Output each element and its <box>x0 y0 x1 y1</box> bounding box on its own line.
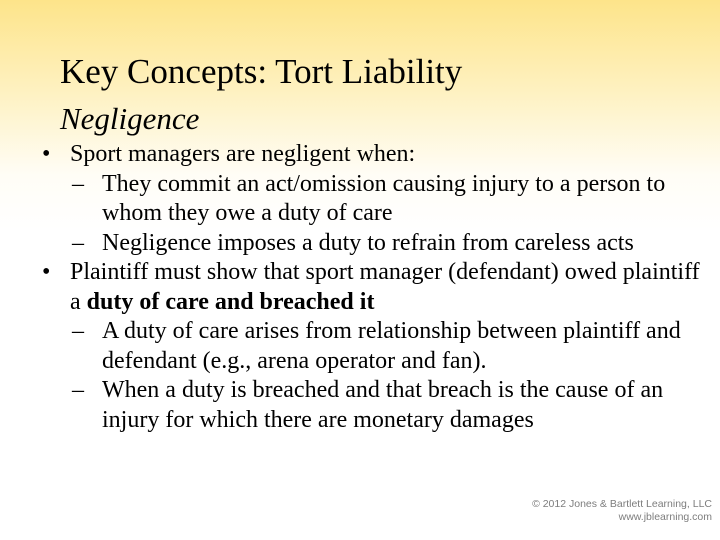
copyright-line: © 2012 Jones & Bartlett Learning, LLC <box>532 498 712 510</box>
slide-subtitle: Negligence <box>60 101 200 136</box>
bullet-2-bold-text: duty of care and breached it <box>86 288 375 315</box>
sub-bullet-2-1-text: A duty of care arises from relationship between plaintiff and defendant (e.g., arena operator and fan). <box>102 318 681 374</box>
dash-marker: – <box>72 229 84 256</box>
dash-marker: – <box>72 377 84 403</box>
sub-bullet-1-1-text: They commit an act/omission causing injury to a person to whom they owe a duty of care <box>102 170 666 226</box>
sub-bullet-2-1 <box>0 317 720 376</box>
copyright-notice <box>527 498 712 524</box>
sub-bullet-1-2-text: Negligence imposes a duty to refrain from careless acts <box>102 229 634 256</box>
bullet-marker: • <box>42 141 51 167</box>
bullet-2 <box>0 258 720 317</box>
website-line: www.jblearning.com <box>618 511 712 523</box>
bullet-1-text: Sport managers are negligent when: <box>70 141 416 167</box>
dash-marker: – <box>72 318 84 344</box>
sub-bullet-1-2 <box>0 229 720 259</box>
sub-bullet-2-2-text: When a duty is breached and that breach is the cause of an injury for which there are monetary damages <box>102 377 664 433</box>
slide-body <box>0 140 720 435</box>
dash-marker: – <box>72 170 84 197</box>
sub-bullet-1-1 <box>0 170 720 229</box>
bullet-marker: • <box>42 259 51 285</box>
bullet-1 <box>0 140 720 170</box>
sub-bullet-2-2 <box>0 376 720 435</box>
bullet-2-text: Plaintiff must show that sport manager (defendant) owed plaintiff a <box>70 259 700 315</box>
slide-title: Key Concepts: Tort Liability <box>60 52 463 91</box>
